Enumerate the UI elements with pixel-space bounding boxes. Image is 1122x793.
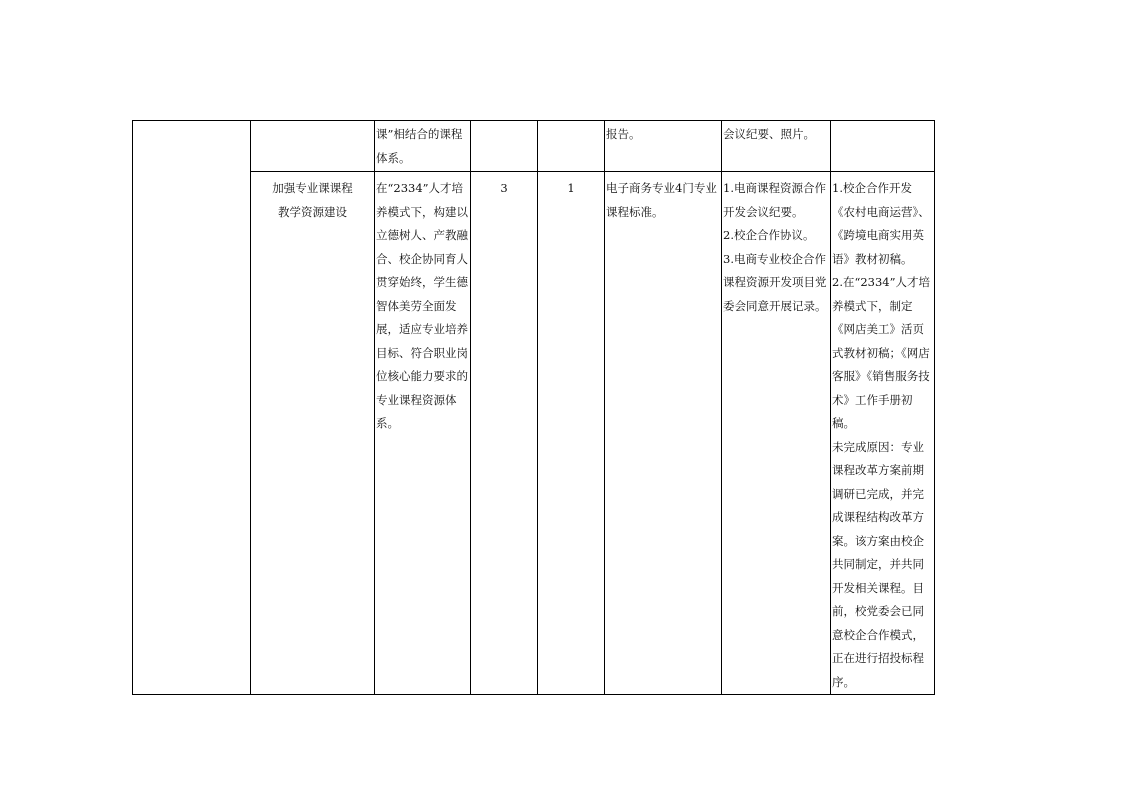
table-cell-evidence: 会议纪要、照片。 (722, 121, 831, 172)
table-cell-task-content: 课”相结合的课程体系。 (375, 121, 471, 172)
evidence-item: 1.电商课程资源合作开发会议纪要。 (723, 181, 826, 219)
document-table (132, 120, 935, 695)
table-row (133, 121, 935, 172)
table-cell-project-name (251, 172, 375, 695)
completion-note: 未完成原因：专业课程改革方案前期调研已完成，并完成课程结构改革方案。该方案由校企共同制定，并共同开发相关课程。目前，校党委会已同意校企合作模式，正在进行招投标程序。 (832, 439, 924, 689)
evidence-item: 2.校企合作协议。 (723, 228, 815, 242)
table-cell-deliverable: 报告。 (605, 121, 722, 172)
evidence-item: 3.电商专业校企合作课程资源开发项目党委会同意开展记录。 (723, 251, 827, 313)
table-cell-empty (538, 121, 605, 172)
table-cell-empty (133, 121, 251, 695)
completion-note: 1.校企合作开发《农村电商运营》、《跨境电商实用英语》教材初稿。 (832, 181, 930, 266)
table-cell-completion-notes (831, 172, 935, 695)
table-cell-task-content: 在“2334”人才培养模式下，构建以立德树人、产教融合、校企协同育人贯穿始终，学生德智体美劳全面发展，适应专业培养目标、符合职业岗位核心能力要求的专业课程资源体系。 (375, 172, 471, 695)
table-cell-evidence (722, 172, 831, 695)
table-row (133, 172, 935, 695)
table-cell-empty (471, 121, 538, 172)
table-cell-completed-count: 1 (538, 172, 605, 695)
table-cell-empty (831, 121, 935, 172)
table-cell-empty (251, 121, 375, 172)
completion-note: 2.在“2334”人才培养模式下，制定《网店美工》活页式教材初稿；《网店客服》《销售服务技术》工作手册初稿。 (832, 275, 930, 430)
table-cell-planned-count: 3 (471, 172, 538, 695)
table-cell-deliverable: 电子商务专业4门专业课程标准。 (605, 172, 722, 695)
project-name-text: 加强专业课课程教学资源建设 (272, 181, 353, 219)
